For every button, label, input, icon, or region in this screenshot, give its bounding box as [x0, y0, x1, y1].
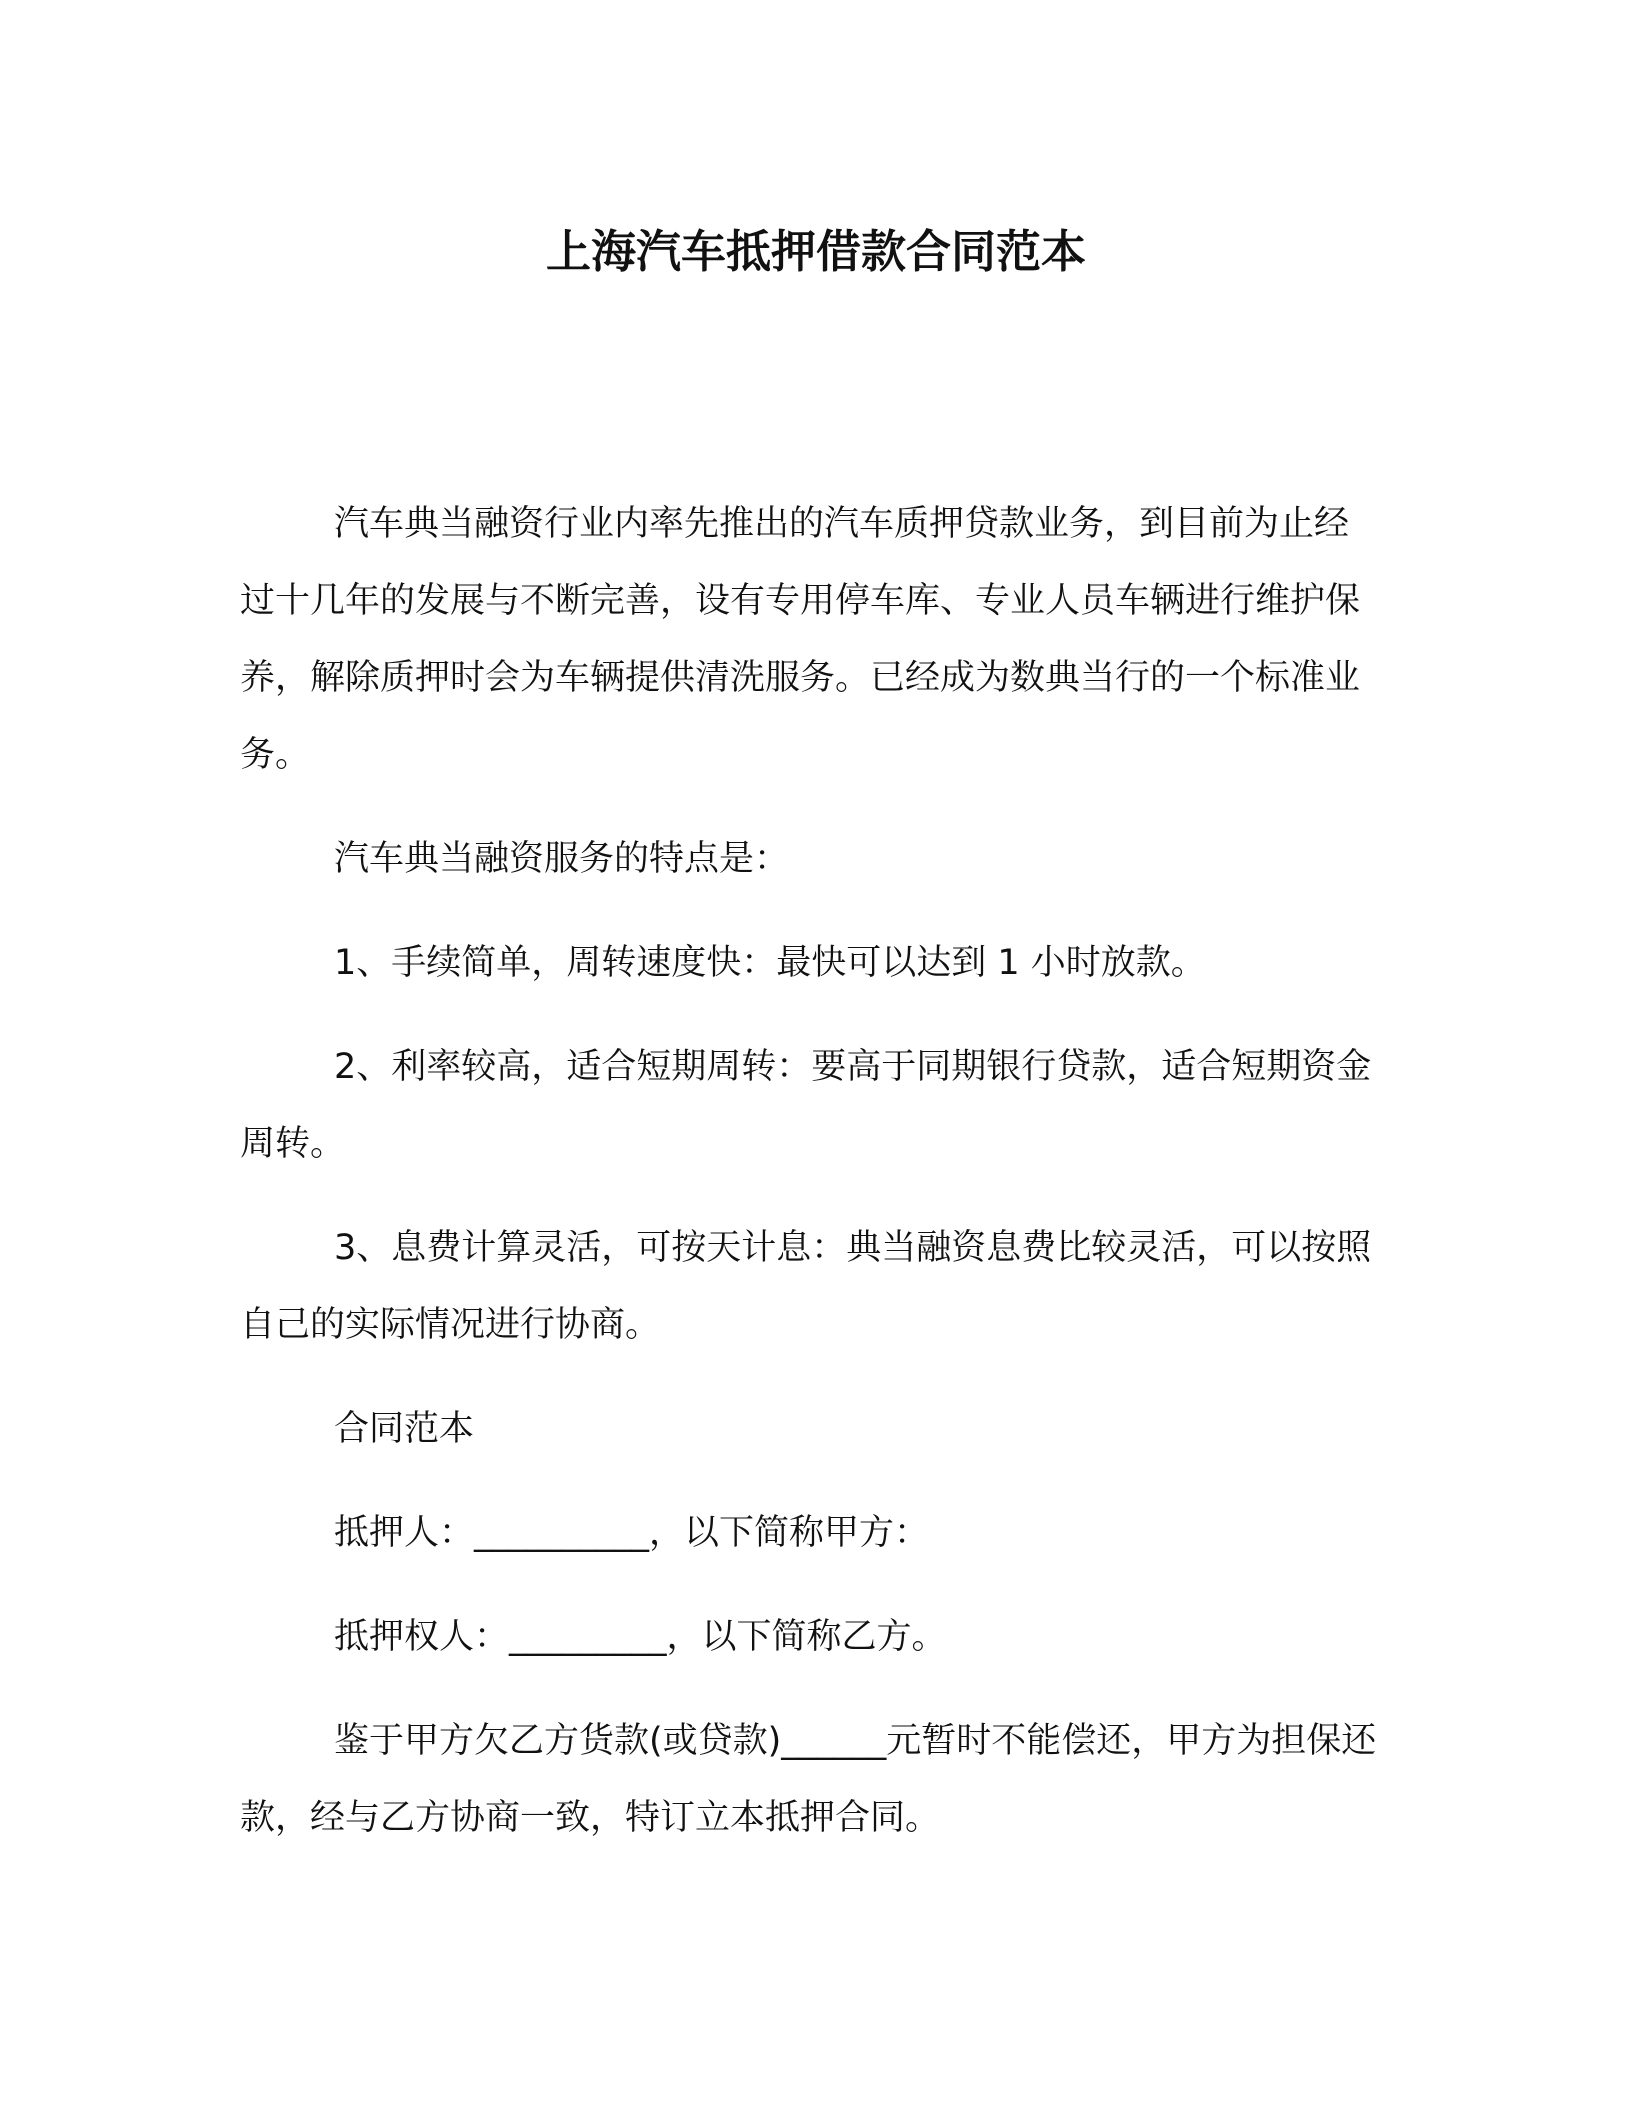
mortgagee-line: 抵押权人：_________，以下简称乙方。: [334, 1617, 947, 1657]
contract-preamble: 鉴于甲方欠乙方货款(或贷款)______元暂时不能偿还，甲方为担保还款，经与乙方协商一致，特订立本抵押合同。: [240, 1721, 1377, 1838]
intro-paragraph: 汽车典当融资行业内率先推出的汽车质押贷款业务，到目前为止经过十几年的发展与不断完善，设有专用停车库、专业人员车辆进行维护保养，解除质押时会为车辆提供清洗服务。已经成为数典当行的一个标准业务。: [240, 504, 1361, 775]
feature-item-1: 1、手续简单，周转速度快：最快可以达到 1 小时放款。: [334, 943, 1206, 983]
feature-item-2: 2、利率较高，适合短期周转：要高于同期银行贷款，适合短期资金周转。: [240, 1047, 1372, 1164]
features-heading: 汽车典当融资服务的特点是：: [334, 839, 790, 879]
contract-template-heading: 合同范本: [334, 1409, 475, 1449]
feature-item-3: 3、息费计算灵活，可按天计息：典当融资息费比较灵活，可以按照自己的实际情况进行协商。: [240, 1228, 1372, 1345]
document-title: 上海汽车抵押借款合同范本: [545, 225, 1086, 278]
document-body: [240, 486, 1380, 1884]
mortgagor-line: 抵押人：__________，以下简称甲方：: [334, 1513, 930, 1553]
